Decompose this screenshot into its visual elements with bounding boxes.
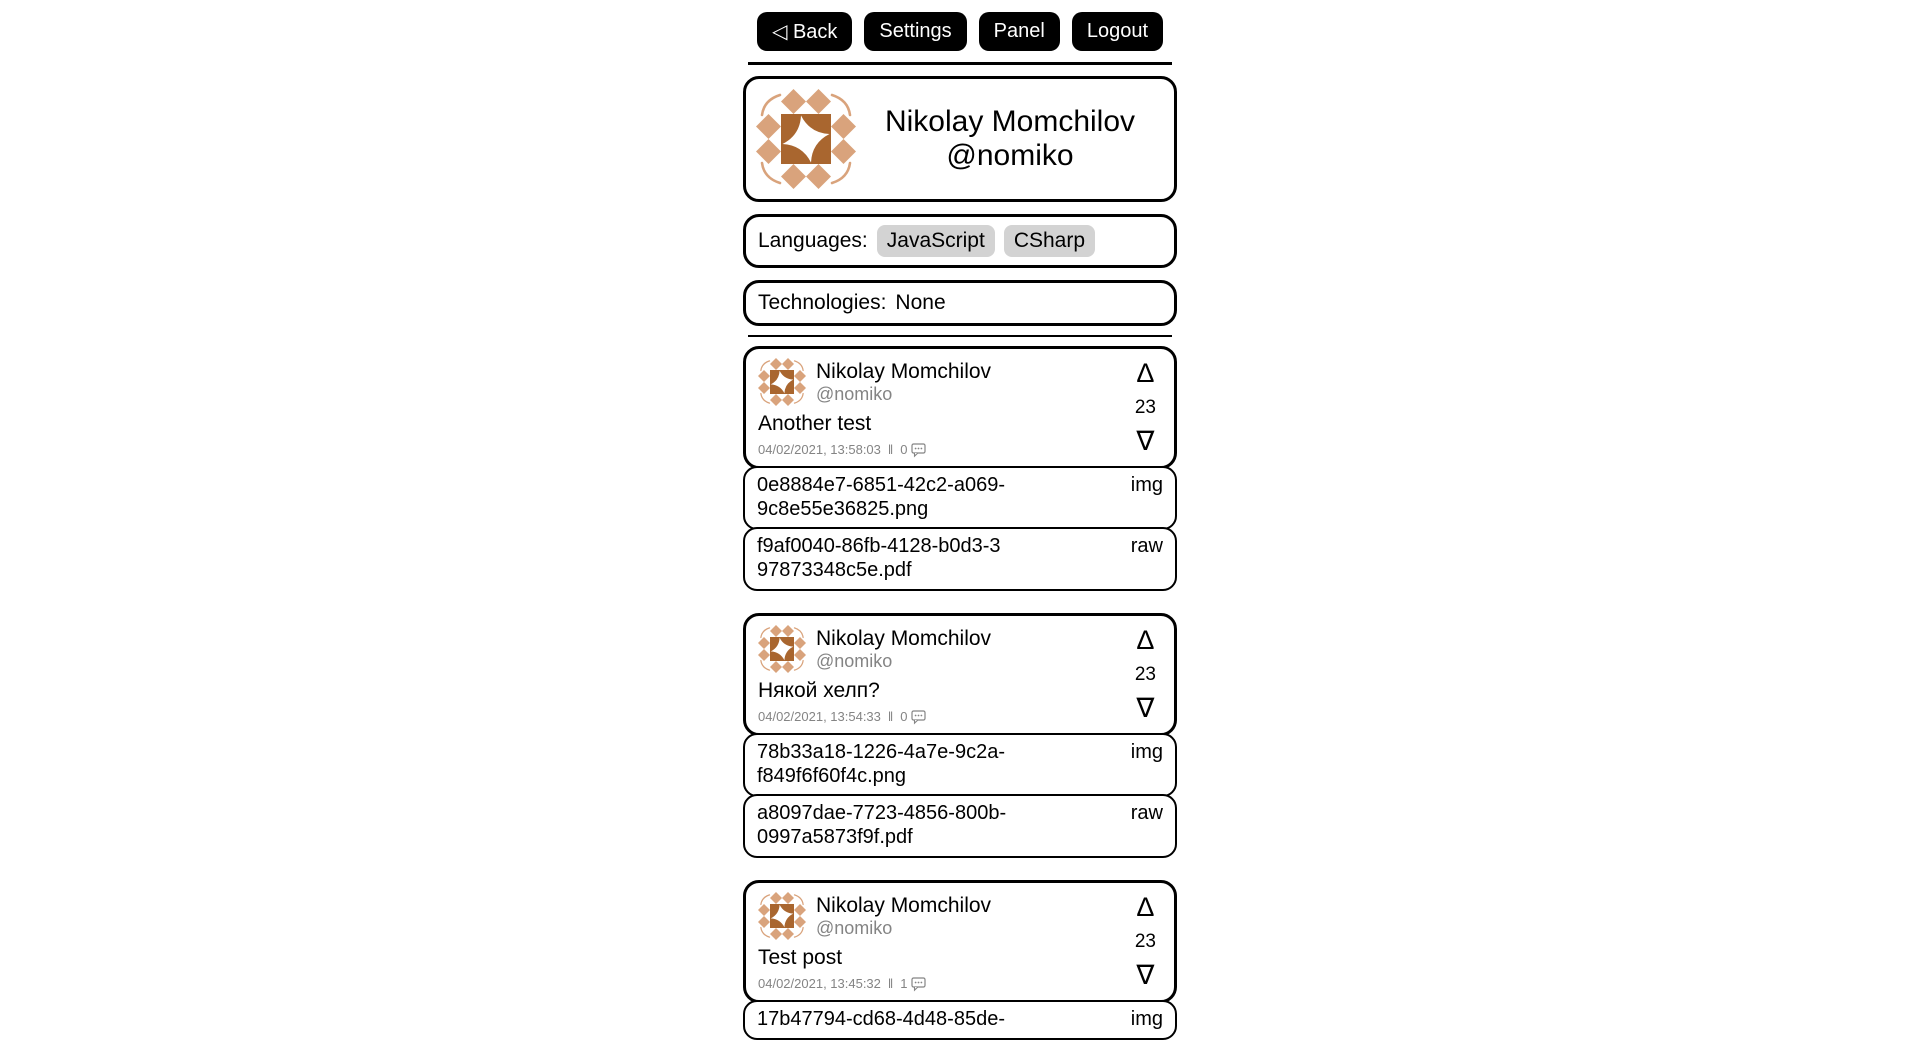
post-comment-count: 0 (900, 442, 908, 457)
language-badge-javascript: JavaScript (877, 225, 995, 257)
attachment-row[interactable] (743, 1000, 1177, 1040)
post-title: Another test (758, 412, 872, 435)
meta-separator: ‖ (887, 709, 894, 724)
languages-label: Languages: (758, 229, 868, 252)
post-group (743, 346, 1177, 591)
attachment-type-label: img (1130, 741, 1163, 763)
upvote-button[interactable]: Δ (1136, 625, 1155, 655)
post-timestamp: 04/02/2021, 13:58:03 (758, 442, 881, 457)
post-author (816, 359, 991, 406)
post-timestamp: 04/02/2021, 13:45:32 (758, 976, 881, 991)
posts-divider (748, 335, 1172, 337)
post-avatar-identicon-icon (758, 892, 806, 940)
attachment-row[interactable] (743, 466, 1177, 530)
post-meta (758, 709, 1162, 724)
profile-handle: @nomiko (946, 139, 1074, 172)
post-author (816, 893, 991, 940)
attachment-filename: 0e8884e7-6851-42c2-a069-9c8e55e36825.png (757, 474, 1005, 520)
post-title: Test post (758, 946, 843, 969)
post-avatar-identicon-icon (758, 358, 806, 406)
comment-bubble-icon (911, 443, 926, 457)
post-author-name: Nikolay Momchilov (816, 359, 992, 383)
attachment-type-label: img (1130, 1008, 1163, 1030)
vote-column (1135, 894, 1156, 989)
post-header (758, 625, 1162, 673)
downvote-button[interactable]: ∇ (1136, 426, 1155, 456)
post-group (743, 880, 1177, 1040)
post-comment-count: 1 (900, 976, 908, 991)
attachment-row[interactable] (743, 794, 1177, 858)
post-header (758, 358, 1162, 406)
attachment-type-label: img (1130, 474, 1163, 496)
post-meta (758, 976, 1162, 991)
post-meta (758, 442, 1162, 457)
profile-name: Nikolay Momchilov (884, 104, 1136, 138)
vote-count: 23 (1134, 664, 1156, 685)
settings-button[interactable]: Settings (864, 12, 966, 51)
post-author (816, 626, 991, 673)
post-header (758, 892, 1162, 940)
post-title: Някой хелп? (758, 679, 880, 702)
attachment-filename: 78b33a18-1226-4a7e-9c2a-f849f6f60f4c.png (757, 741, 1005, 787)
attachment-type-label: raw (1130, 802, 1163, 824)
comment-count-wrap (900, 709, 925, 724)
post-card[interactable] (743, 613, 1177, 736)
vote-count: 23 (1134, 397, 1156, 418)
post-timestamp: 04/02/2021, 13:54:33 (758, 709, 881, 724)
meta-separator: ‖ (887, 442, 894, 457)
back-button[interactable]: ◁ Back (757, 12, 852, 51)
post-author-handle: @nomiko (816, 650, 893, 671)
post-author-name: Nikolay Momchilov (816, 626, 992, 650)
technologies-label: Technologies: (758, 291, 887, 314)
attachment-filename: a8097dae-7723-4856-800b-0997a5873f9f.pdf (757, 802, 1007, 848)
nav-divider (748, 62, 1172, 65)
vote-column (1135, 360, 1156, 455)
post-author-handle: @nomiko (816, 917, 893, 938)
profile-page (743, 0, 1177, 1040)
post-list (743, 346, 1177, 1040)
attachment-filename: f9af0040-86fb-4128-b0d3-397873348c5e.pdf (757, 535, 1001, 581)
meta-separator: ‖ (887, 976, 894, 991)
logout-button[interactable]: Logout (1072, 12, 1163, 51)
downvote-button[interactable]: ∇ (1136, 960, 1155, 990)
technologies-card (743, 280, 1177, 326)
attachment-filename: 17b47794-cd68-4d48-85de- (757, 1008, 1005, 1030)
post-avatar-identicon-icon (758, 625, 806, 673)
post-author-name: Nikolay Momchilov (816, 893, 992, 917)
comment-count-wrap (900, 976, 925, 991)
vote-column (1135, 627, 1156, 722)
profile-card (743, 76, 1177, 202)
downvote-button[interactable]: ∇ (1136, 693, 1155, 723)
top-nav (743, 12, 1177, 51)
comment-count-wrap (900, 442, 925, 457)
attachment-type-label: raw (1130, 535, 1163, 557)
profile-avatar-identicon-icon (756, 89, 856, 189)
language-badge-csharp: CSharp (1004, 225, 1095, 257)
languages-card (743, 214, 1177, 268)
post-comment-count: 0 (900, 709, 908, 724)
post-card[interactable] (743, 346, 1177, 469)
post-group (743, 613, 1177, 858)
panel-button[interactable]: Panel (979, 12, 1060, 51)
technologies-value: None (895, 291, 946, 314)
vote-count: 23 (1134, 931, 1156, 952)
attachment-row[interactable] (743, 527, 1177, 591)
upvote-button[interactable]: Δ (1136, 358, 1155, 388)
upvote-button[interactable]: Δ (1136, 892, 1155, 922)
profile-names (856, 105, 1164, 174)
comment-bubble-icon (911, 977, 926, 991)
post-card[interactable] (743, 880, 1177, 1003)
attachment-row[interactable] (743, 733, 1177, 797)
comment-bubble-icon (911, 710, 926, 724)
post-author-handle: @nomiko (816, 383, 893, 404)
